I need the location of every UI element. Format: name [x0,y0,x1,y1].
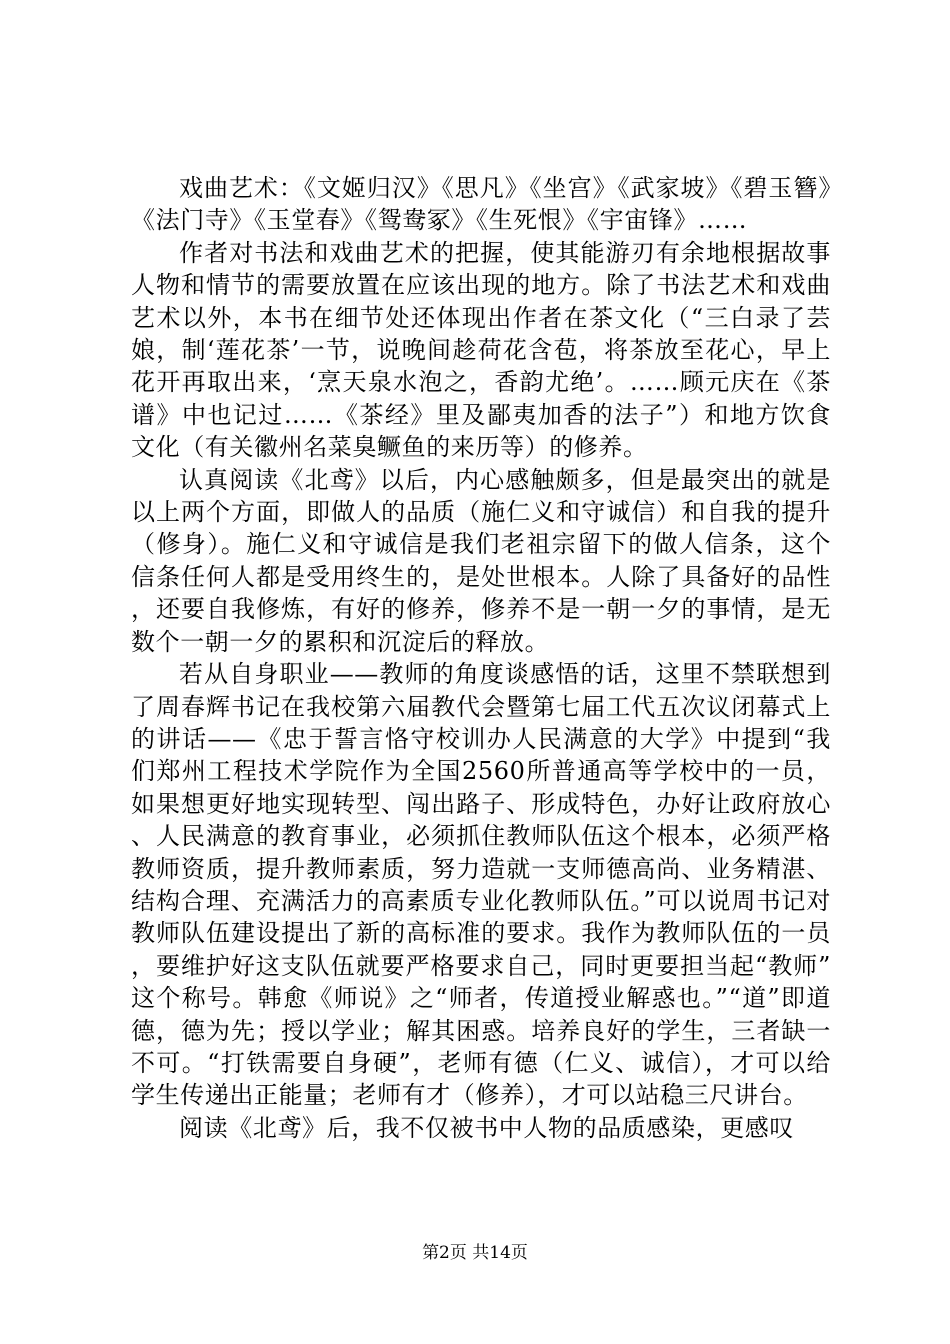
paragraph-teacher-perspective: 若从自身职业——教师的角度谈感悟的话，这里不禁联想到了周春辉书记在我校第六届教代会暨第七届工代五次议闭幕式上的讲话——《忠于誓言恪守校训办人民满意的大学》中提到“我们郑州工程技术学院作为全国2560所普通高等学校中的一员，如果想更好地实现转型、闯出路子、形成特色，办好让政府放心、人民满意的教育事业，必须抓住教师队伍这个根本，必须严格教师资质，提升教师素质，努力造就一支师德高尚、业务精湛、结构合理、充满活力的高素质专业化教师队伍。”可以说周书记对教师队伍建设提出了新的高标准的要求。我作为教师队伍的一员，要维护好这支队伍就要严格要求自己，同时更要担当起“教师”这个称号。韩愈《师说》之“师者，传道授业解惑也。”“道”即道德，德为先；授以学业；解其困惑。培养良好的学生，三者缺一不可。“打铁需要自身硬”，老师有德（仁义、诚信），才可以给学生传递出正能量；老师有才（修养），才可以站稳三尺讲台。 [131,660,831,1110]
paragraph-reflection: 认真阅读《北鸢》以后，内心感触颇多，但是最突出的就是以上两个方面，即做人的品质（施仁义和守诚信）和自我的提升（修身）。施仁义和守诚信是我们老祖宗留下的做人信条，这个信条任何人都是受用终生的，是处世根本。人除了具备好的品性，还要自我修炼，有好的修养，修养不是一朝一夕的事情，是无数个一朝一夕的累积和沉淀后的释放。 [131,465,831,656]
page-footer: 第2页 共14页 [422,1243,528,1263]
paragraph-opera-list: 戏曲艺术：《文姬归汉》《思凡》《坐宫》《武家坡》《碧玉簪》《法门寺》《玉堂春》《鸳鸯冢》《生死恨》《宇宙锋》…… [131,174,831,235]
document-body [131,172,831,1144]
paragraph-art-culture: 作者对书法和戏曲艺术的把握，使其能游刃有余地根据故事人物和情节的需要放置在应该出现的地方。除了书法艺术和戏曲艺术以外，本书在细节处还体现出作者在茶文化（“三白录了芸娘，制‘莲花茶’一节，说晚间趁荷花含苞，将茶放至花心，早上花开再取出来，‘烹天泉水泡之，香韵尤绝’。……顾元庆在《茶谱》中也记过……《茶经》里及鄙夷加香的法子”）和地方饮食文化（有关徽州名菜臭鳜鱼的来历等）的修养。 [131,238,831,462]
paragraph-closing: 阅读《北鸢》后，我不仅被书中人物的品质感染，更感叹 [179,1113,794,1142]
